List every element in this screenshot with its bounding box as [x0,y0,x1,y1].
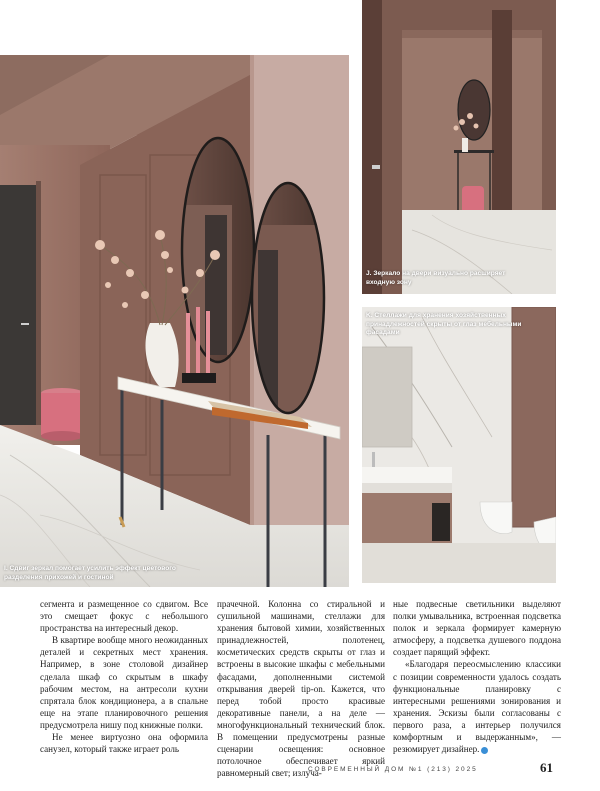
paragraph: сегмента и размещенное со сдвигом. Все это смещает фокус с небольшого пространства на интересный декор. [40,599,208,634]
photo-hallway-mirror [0,55,349,587]
text-column-3 [393,598,561,755]
paragraph: ные подвесные светильники выделяют полки умывальника, встроенная подсветка полок и зеркала формирует камерную атмосферу, а подсветка душевого поддона создает парящий эффект. [393,599,561,658]
caption-door: J. Зеркало на двери визуально расширяет входную зону [366,270,506,286]
page-number: 61 [540,760,553,775]
end-of-article-icon [481,747,488,754]
caption-hallway: I. Сдвиг зеркал помогает усилить эффект цветового разделения прихожей и гостиной [4,565,176,581]
photo-bathroom [362,307,556,583]
paragraph: В квартире вообще много неожиданных деталей и секретных мест хранения. Например, в зоне столовой дизайнер сделала шкаф со скрытым в шкафу рабочим местом, на антресоли кухни спрятала блок кондиционера, а в спальне еще на этапе планировочного решения предусмотрела нишу под книжные полки. [40,635,208,730]
paragraph: прачечной. Колонна со стиральной и сушильной машинами, стеллажи для хранения бытовой химии, хозяйственных принадлежностей, полотенец, косметических средств скрыты от глаз и встроены в высокие шкафы с мебельными фасадами, дополненными системой открывания дверей tip-on. Кажется, что перед тобой просто красивые декоративные панели, а на деле — многофункциональный технический блок. В помещении предусмотрены разные сценарии освещения: основное потолочное обеспечивает яркий равномерный свет; излуча- [217,599,385,779]
photo-door-mirror [362,0,556,294]
quote-paragraph [393,658,561,755]
magazine-issue: СОВРЕМЕННЫЙ ДОМ №1 (213) 2025 [308,766,478,773]
text-column-2 [217,598,385,779]
caption-bathroom: K. Стеллажи для хранения хозяйственных принадлежностей скрыты от глаз мебельными фасадами [366,312,522,337]
quote-text: «Благодаря переосмыслению классики с позиции современности удалось создать функциональные планировку с интересными решениями зонирования и хранения. Эскизы были согласованы с первого раза, а интерьер получился комфортным и выдержанным», — резюмирует дизайнер. [393,659,561,755]
paragraph: Не менее виртуозно она оформила санузел, который также играет роль [40,732,208,755]
text-column-1 [40,598,208,755]
